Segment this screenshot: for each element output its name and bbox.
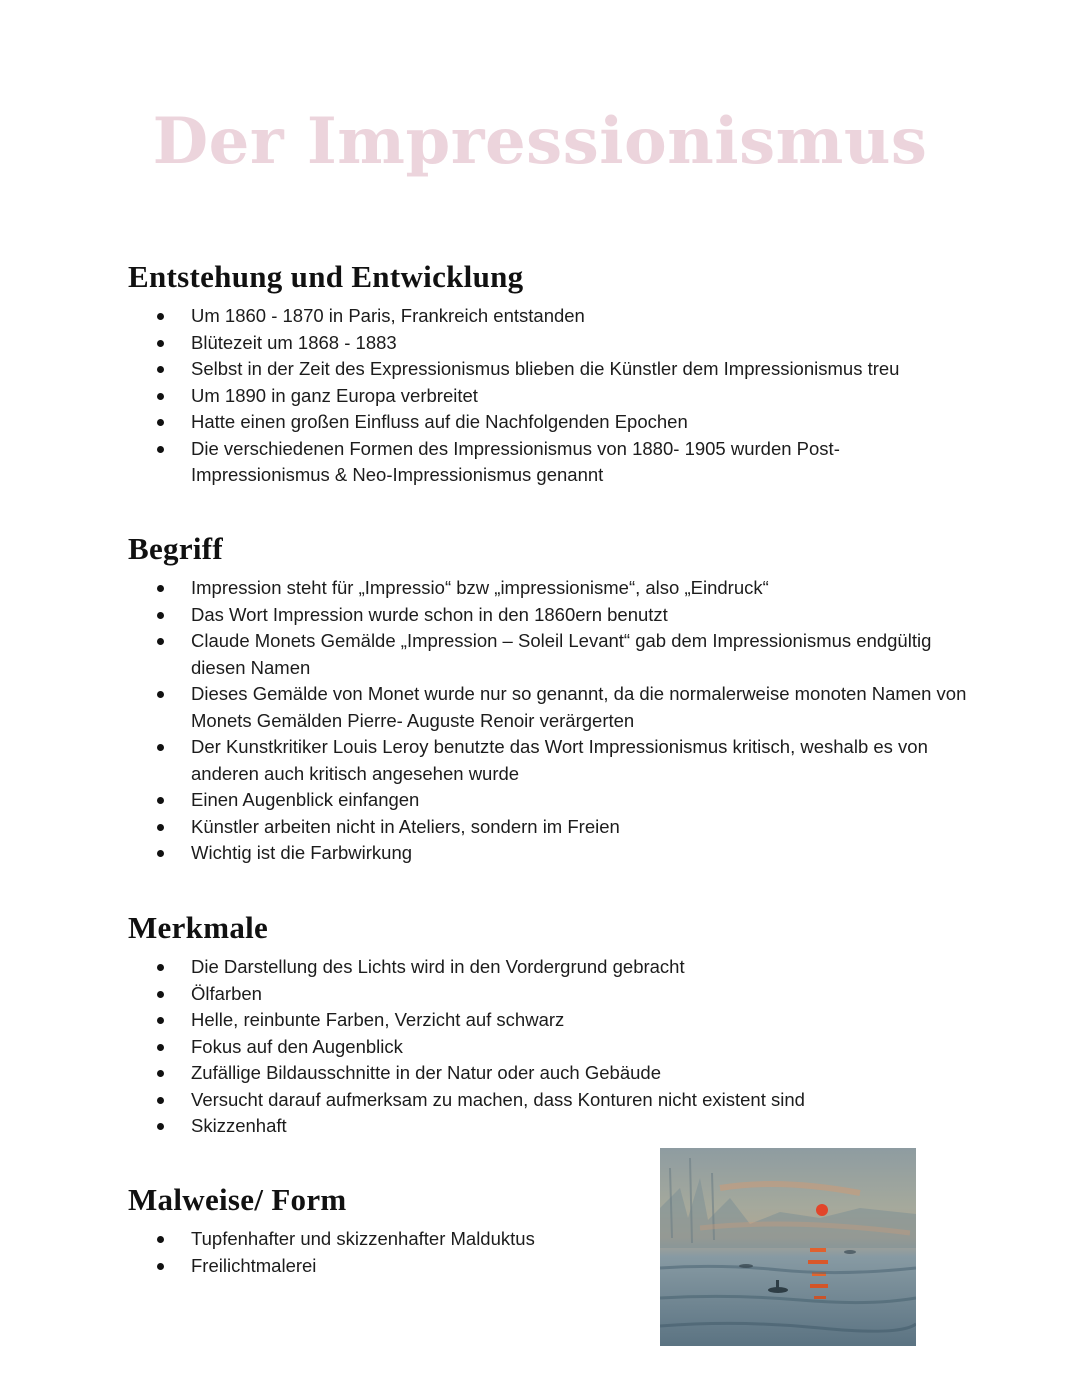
sun-reflection bbox=[810, 1248, 826, 1252]
bullet-icon bbox=[157, 850, 164, 857]
list-item: Helle, reinbunte Farben, Verzicht auf schwarz bbox=[128, 1007, 968, 1034]
list-item: Blütezeit um 1868 - 1883 bbox=[128, 330, 968, 357]
boat-shape bbox=[844, 1250, 856, 1254]
list-item: Versucht darauf aufmerksam zu machen, dass Konturen nicht existent sind bbox=[128, 1087, 968, 1114]
painting-image bbox=[660, 1148, 916, 1346]
list-item: Einen Augenblick einfangen bbox=[128, 787, 968, 814]
bullet-icon bbox=[157, 797, 164, 804]
list-item: Der Kunstkritiker Louis Leroy benutzte das Wort Impressionismus kritisch, weshalb es von anderen auch kritisch angesehen wurde bbox=[128, 734, 968, 787]
bullet-icon bbox=[157, 991, 164, 998]
section-heading: Malweise/ Form bbox=[128, 1182, 347, 1217]
list-item: Tupfenhafter und skizzenhafter Malduktus bbox=[128, 1226, 968, 1253]
list-item: Selbst in der Zeit des Expressionismus blieben die Künstler dem Impressionismus treu bbox=[128, 356, 968, 383]
bullet-icon bbox=[157, 964, 164, 971]
list-item: Dieses Gemälde von Monet wurde nur so genannt, da die normalerweise monoten Namen von Monets Gemälden Pierre- Auguste Renoir verärgerten bbox=[128, 681, 968, 734]
sun-reflection bbox=[810, 1284, 828, 1288]
bullet-icon bbox=[157, 1017, 164, 1024]
bullet-list bbox=[128, 303, 968, 489]
list-item: Zufällige Bildausschnitte in der Natur oder auch Gebäude bbox=[128, 1060, 968, 1087]
bullet-icon bbox=[157, 340, 164, 347]
list-item: Ölfarben bbox=[128, 981, 968, 1008]
section-merkmale bbox=[128, 910, 968, 1140]
list-item: Wichtig ist die Farbwirkung bbox=[128, 840, 968, 867]
section-begriff bbox=[128, 531, 968, 867]
section-heading: Merkmale bbox=[128, 910, 269, 945]
bullet-icon bbox=[157, 1123, 164, 1130]
bullet-icon bbox=[157, 824, 164, 831]
section-entstehung bbox=[128, 259, 968, 489]
bullet-list bbox=[128, 575, 968, 867]
section-heading: Entstehung und Entwicklung bbox=[128, 259, 524, 294]
bullet-icon bbox=[157, 419, 164, 426]
list-item: Fokus auf den Augenblick bbox=[128, 1034, 968, 1061]
list-item: Skizzenhaft bbox=[128, 1113, 968, 1140]
list-item: Claude Monets Gemälde „Impression – Soleil Levant“ gab dem Impressionismus endgültig diesen Namen bbox=[128, 628, 968, 681]
sun-reflection bbox=[808, 1260, 828, 1264]
list-item: Um 1890 in ganz Europa verbreitet bbox=[128, 383, 968, 410]
bullet-icon bbox=[157, 313, 164, 320]
bullet-icon bbox=[157, 744, 164, 751]
bullet-icon bbox=[157, 1070, 164, 1077]
bullet-icon bbox=[157, 638, 164, 645]
page-title: Der Impressionismus bbox=[152, 104, 928, 179]
bullet-icon bbox=[157, 446, 164, 453]
sun-shape bbox=[816, 1204, 828, 1216]
bullet-icon bbox=[157, 1044, 164, 1051]
bullet-icon bbox=[157, 1097, 164, 1104]
bullet-list bbox=[128, 954, 968, 1140]
bullet-icon bbox=[157, 612, 164, 619]
bullet-icon bbox=[157, 585, 164, 592]
list-item: Die verschiedenen Formen des Impressionismus von 1880- 1905 wurden Post-Impressionismus & Neo-Impressionismus genannt bbox=[128, 436, 968, 489]
list-item: Impression steht für „Impressio“ bzw „impressionisme“, also „Eindruck“ bbox=[128, 575, 968, 602]
list-item: Das Wort Impression wurde schon in den 1860ern benutzt bbox=[128, 602, 968, 629]
section-heading: Begriff bbox=[128, 531, 224, 566]
bullet-icon bbox=[157, 1236, 164, 1243]
list-item: Die Darstellung des Lichts wird in den Vordergrund gebracht bbox=[128, 954, 968, 981]
bullet-icon bbox=[157, 393, 164, 400]
list-item: Um 1860 - 1870 in Paris, Frankreich entstanden bbox=[128, 303, 968, 330]
bullet-icon bbox=[157, 1263, 164, 1270]
bullet-icon bbox=[157, 691, 164, 698]
bullet-icon bbox=[157, 366, 164, 373]
list-item: Hatte einen großen Einfluss auf die Nachfolgenden Epochen bbox=[128, 409, 968, 436]
sun-reflection bbox=[814, 1296, 826, 1299]
boat-figure bbox=[776, 1280, 779, 1290]
monet-impression-painting bbox=[660, 1148, 916, 1346]
list-item: Künstler arbeiten nicht in Ateliers, sondern im Freien bbox=[128, 814, 968, 841]
boat-shape bbox=[739, 1264, 753, 1268]
list-item: Freilichtmalerei bbox=[128, 1253, 968, 1280]
